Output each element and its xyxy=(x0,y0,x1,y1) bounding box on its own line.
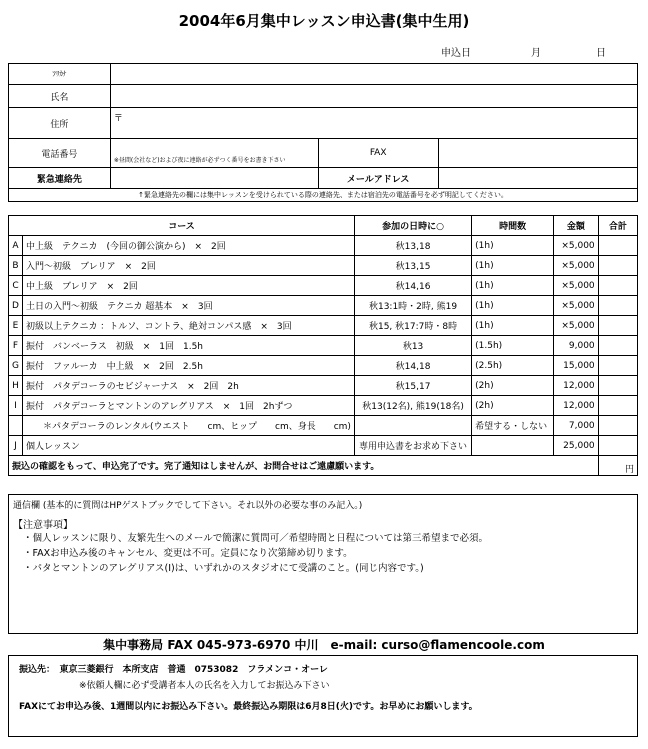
course-letter: I xyxy=(9,396,23,416)
office-contact: 集中事務局 FAX 045-973-6970 中川 e-mail: curso@flamencoole.com xyxy=(103,638,545,652)
name-label: 氏名 xyxy=(9,85,111,108)
course-letter: F xyxy=(9,336,23,356)
course-letter: A xyxy=(9,236,23,256)
course-total[interactable] xyxy=(598,396,637,416)
course-name: ＊パタデコーラのレンタル(ウエスト cm、ヒップ cm、身長 cm) xyxy=(22,416,354,436)
page-title: 2004年6月集中レッスン申込書(集中生用) xyxy=(178,12,470,30)
course-header: コース xyxy=(9,216,355,236)
course-name: 振付 パタデコーラのセビジャーナス × 2回 2h xyxy=(22,376,354,396)
course-total[interactable] xyxy=(598,256,637,276)
course-price: ×5,000 xyxy=(554,256,599,276)
course-price: ×5,000 xyxy=(554,316,599,336)
course-name: 中上級 ブレリア × 2回 xyxy=(22,276,354,296)
fax-label: FAX xyxy=(318,139,438,168)
name-field[interactable] xyxy=(110,85,637,108)
course-hours: (2h) xyxy=(472,396,554,416)
course-dates[interactable]: 秋14,16 xyxy=(354,276,471,296)
address-field[interactable] xyxy=(110,108,637,139)
applied-date-label: 申込日 xyxy=(441,48,471,59)
notice-item: ・個人レッスンに限り、友繁先生へのメールで簡潔に質問可／希望時間と日程については第三希望まで必須。 xyxy=(23,533,489,544)
course-total[interactable] xyxy=(598,296,637,316)
furigana-label: ﾌﾘｶﾅ xyxy=(9,64,111,85)
course-name: 初級以上テクニカ ：トルソ、コントラ、絶対コンパス感 × 3回 xyxy=(22,316,354,336)
course-hours: (1h) xyxy=(472,236,554,256)
course-row xyxy=(9,316,638,336)
course-row xyxy=(9,376,638,396)
course-price: 15,000 xyxy=(554,356,599,376)
email-label: メールアドレス xyxy=(318,168,438,189)
course-hours: (2.5h) xyxy=(472,356,554,376)
course-price: ×5,000 xyxy=(554,296,599,316)
course-price: 7,000 xyxy=(554,416,599,436)
course-price: 9,000 xyxy=(554,336,599,356)
course-letter: E xyxy=(9,316,23,336)
emergency-label: 緊急連絡先 xyxy=(9,168,111,189)
course-row xyxy=(9,256,638,276)
course-name: 振付 バンベーラス 初級 × 1回 1.5h xyxy=(22,336,354,356)
notice-list xyxy=(23,531,633,576)
course-letter xyxy=(9,416,23,436)
course-total[interactable] xyxy=(598,416,637,436)
course-letter: J xyxy=(9,436,23,456)
day-label: 日 xyxy=(596,48,606,59)
course-table xyxy=(8,215,638,476)
course-total[interactable] xyxy=(598,336,637,356)
yen-label: 円 xyxy=(624,465,634,475)
course-dates[interactable]: 秋13:1時・2時, 熊19 xyxy=(354,296,471,316)
course-row xyxy=(9,396,638,416)
course-name: 振付 ファルーカ 中上級 × 2回 2.5h xyxy=(22,356,354,376)
course-row xyxy=(9,416,638,436)
price-header: 金額 xyxy=(554,216,599,236)
course-total[interactable] xyxy=(598,436,637,456)
emergency-note: ↑緊急連絡先の欄には集中レッスンを受けられている際の連絡先、または宿泊先の電話番号を必ず明記してください。 xyxy=(9,189,638,202)
postal-mark: 〒 xyxy=(113,114,123,124)
course-price: ×5,000 xyxy=(554,276,599,296)
course-row xyxy=(9,236,638,256)
total-header: 合計 xyxy=(598,216,637,236)
course-hours: (2h) xyxy=(472,376,554,396)
attend-header: 参加の日時に○ xyxy=(354,216,471,236)
course-row xyxy=(9,276,638,296)
course-name: 振付 パタデコーラとマントンのアレグリアス × 1回 2hずつ xyxy=(22,396,354,416)
course-price: 12,000 xyxy=(554,396,599,416)
total-yen[interactable] xyxy=(598,456,637,476)
course-name: 中上級 テクニカ (今回の御公演から) × 2回 xyxy=(22,236,354,256)
course-hours: (1h) xyxy=(472,316,554,336)
course-row xyxy=(9,356,638,376)
course-name: 入門～初級 ブレリア × 2回 xyxy=(22,256,354,276)
course-row xyxy=(9,436,638,456)
deadline-note: FAXにてお申込み後、1週間以内にお振込み下さい。最終振込み期限は6月8日(火)です。お早めにお願いします。 xyxy=(19,702,478,712)
course-total[interactable] xyxy=(598,356,637,376)
bank-note: ※依頼人欄に必ず受講者本人の氏名を入力してお振込み下さい xyxy=(79,681,330,691)
course-hours xyxy=(472,436,554,456)
bank-line: 振込先： 東京三菱銀行 本所支店 普通 0753082 フラメンコ・オーレ xyxy=(19,665,328,675)
notice-item: ・パタとマントンのアレグリアス(I)は、いずれかのスタジオにて受講のこと。(同じ内容です。) xyxy=(23,563,424,574)
course-dates[interactable]: 秋15,17 xyxy=(354,376,471,396)
course-total[interactable] xyxy=(598,376,637,396)
course-price: 12,000 xyxy=(554,376,599,396)
course-letter: D xyxy=(9,296,23,316)
course-row xyxy=(9,296,638,316)
bank-box xyxy=(8,655,638,737)
course-hours: 希望する・しない xyxy=(472,416,554,436)
course-hours: (1h) xyxy=(472,256,554,276)
course-dates[interactable]: 秋13(12名), 熊19(18名) xyxy=(354,396,471,416)
course-dates[interactable]: 秋13,15 xyxy=(354,256,471,276)
course-total[interactable] xyxy=(598,316,637,336)
phone-label: 電話番号 xyxy=(9,139,111,168)
course-hours: (1.5h) xyxy=(472,336,554,356)
course-hours: (1h) xyxy=(472,276,554,296)
course-dates[interactable]: 秋14,18 xyxy=(354,356,471,376)
course-dates[interactable]: 秋13 xyxy=(354,336,471,356)
emergency-field[interactable] xyxy=(110,168,318,189)
address-label: 住所 xyxy=(9,108,111,139)
hours-header: 時間数 xyxy=(472,216,554,236)
notice-title: 【注意事項】 xyxy=(13,520,73,531)
comm-box[interactable] xyxy=(8,494,638,634)
course-letter: B xyxy=(9,256,23,276)
course-dates[interactable]: 秋15, 秋17:7時・8時 xyxy=(354,316,471,336)
course-dates[interactable]: 専用申込書をお求め下さい xyxy=(354,436,471,456)
phone-note: ※昼間(会社など)および夜に連絡が必ずつく番号をお書き下さい xyxy=(113,157,286,164)
course-name: 土日の入門～初級 テクニカ 超基本 × 3回 xyxy=(22,296,354,316)
email-field[interactable] xyxy=(438,168,637,189)
course-total[interactable] xyxy=(598,276,637,296)
course-letter: G xyxy=(9,356,23,376)
course-price: 25,000 xyxy=(554,436,599,456)
course-price: ×5,000 xyxy=(554,236,599,256)
course-total[interactable] xyxy=(598,236,637,256)
month-label: 月 xyxy=(531,48,541,59)
course-row xyxy=(9,336,638,356)
comm-heading: 通信欄 (基本的に質問はHPゲストブックでして下さい。それ以外の必要な事のみ記入。) xyxy=(13,501,363,511)
confirm-note: 振込の確認をもって、申込完了です。完了通知はしませんが、お問合せはご遠慮願います。 xyxy=(9,456,599,476)
furigana-field[interactable] xyxy=(110,64,637,85)
fax-field[interactable] xyxy=(438,139,637,168)
phone-field[interactable] xyxy=(110,139,318,168)
notice-item: ・FAXお申込み後のキャンセル、変更は不可。定員になり次第締め切ります。 xyxy=(23,548,353,559)
course-hours: (1h) xyxy=(472,296,554,316)
course-letter: C xyxy=(9,276,23,296)
course-name: 個人レッスン xyxy=(22,436,354,456)
course-dates[interactable] xyxy=(354,416,471,436)
applicant-table xyxy=(8,63,638,202)
course-letter: H xyxy=(9,376,23,396)
course-dates[interactable]: 秋13,18 xyxy=(354,236,471,256)
